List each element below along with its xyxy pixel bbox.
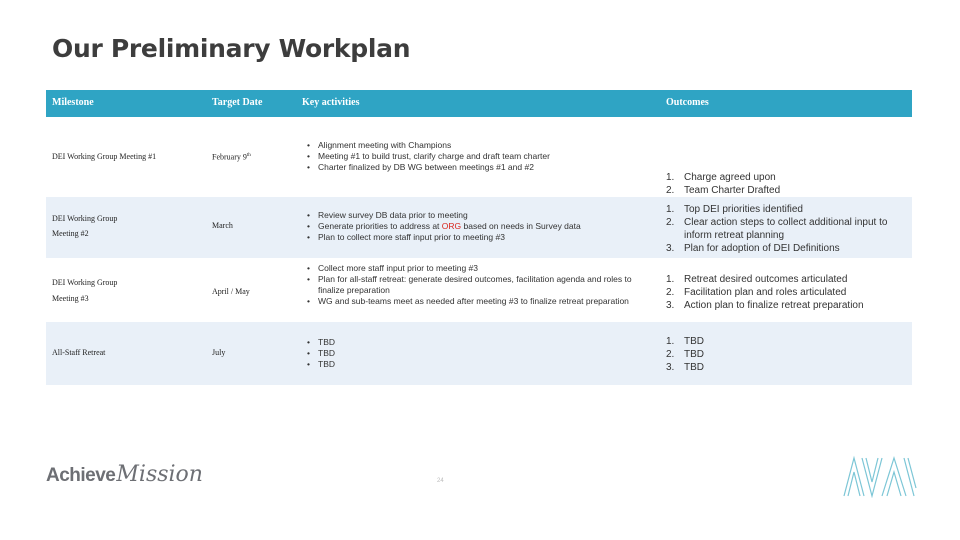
outcome-item: 3. TBD bbox=[666, 362, 704, 373]
outcome-item: 2. TBD bbox=[666, 349, 704, 360]
org-highlight: ORG bbox=[441, 221, 462, 231]
page-title: Our Preliminary Workplan bbox=[52, 34, 411, 63]
header-target-date: Target Date bbox=[212, 97, 263, 108]
table-row bbox=[46, 197, 912, 260]
outcome-item: 3. Plan for adoption of DEI Definitions bbox=[666, 243, 840, 254]
table-row bbox=[46, 117, 912, 197]
activities-cell bbox=[306, 337, 646, 370]
milestone-cell: DEI Working Group Meeting #2 bbox=[52, 214, 118, 238]
outcomes-cell bbox=[666, 273, 906, 312]
outcome-item: 2. Team Charter Drafted bbox=[666, 185, 781, 196]
activity-item: • TBD bbox=[306, 337, 646, 348]
achieve-mission-logo: Achieve Mission bbox=[46, 462, 203, 487]
outcome-item: 1. Charge agreed upon bbox=[666, 172, 776, 183]
outcome-item: 1. Retreat desired outcomes articulated bbox=[666, 274, 848, 285]
outcomes-cell bbox=[666, 171, 902, 197]
milestone-cell: DEI Working Group Meeting #3 bbox=[52, 278, 118, 303]
outcome-item: 2. Facilitation plan and roles articulated bbox=[666, 287, 847, 298]
activity-item: • Plan for all-staff retreat: generate desired outcomes, facilitation agenda and roles to finalize preparation bbox=[306, 274, 651, 296]
page-number: 24 bbox=[437, 478, 444, 484]
header-milestone: Milestone bbox=[52, 97, 94, 108]
activity-item: • TBD bbox=[306, 359, 646, 370]
outcomes-cell bbox=[666, 335, 902, 374]
outcome-item: 2. Clear action steps to collect additional input to inform retreat planning bbox=[666, 217, 888, 241]
header-key-activities: Key activities bbox=[302, 97, 360, 108]
brand-mark-icon bbox=[842, 454, 918, 498]
activity-item: • WG and sub-teams meet as needed after meeting #3 to finalize retreat preparation bbox=[306, 296, 651, 307]
milestone-cell: All-Staff Retreat bbox=[52, 348, 106, 357]
date-cell: March bbox=[212, 221, 233, 230]
date-cell: July bbox=[212, 348, 226, 357]
outcome-item: 3. Action plan to finalize retreat preparation bbox=[666, 300, 864, 311]
table-row bbox=[46, 260, 912, 322]
activity-item: • Generate priorities to address at ORG based on needs in Survey data bbox=[306, 221, 646, 232]
activity-item: • Charter finalized by DB WG between meetings #1 and #2 bbox=[306, 162, 646, 173]
header-outcomes: Outcomes bbox=[666, 97, 709, 108]
activities-cell bbox=[306, 263, 651, 307]
activity-item: • Meeting #1 to build trust, clarify charge and draft team charter bbox=[306, 151, 646, 162]
activity-item: • Review survey DB data prior to meeting bbox=[306, 210, 646, 221]
table-header bbox=[46, 90, 912, 117]
activity-item: • TBD bbox=[306, 348, 646, 359]
outcomes-cell bbox=[666, 203, 902, 255]
date-cell: February 9th bbox=[212, 152, 251, 162]
outcome-item: 1. TBD bbox=[666, 336, 704, 347]
activity-item: • Collect more staff input prior to meeting #3 bbox=[306, 263, 651, 274]
activity-item: • Alignment meeting with Champions bbox=[306, 140, 646, 151]
workplan-table bbox=[46, 90, 912, 387]
outcome-item: 1. Top DEI priorities identified bbox=[666, 204, 803, 215]
activity-item: • Plan to collect more staff input prior to meeting #3 bbox=[306, 232, 646, 243]
table-row bbox=[46, 322, 912, 387]
activities-cell bbox=[306, 210, 646, 243]
activities-cell bbox=[306, 140, 646, 173]
date-cell: April / May bbox=[212, 287, 250, 296]
milestone-cell: DEI Working Group Meeting #1 bbox=[52, 152, 157, 161]
